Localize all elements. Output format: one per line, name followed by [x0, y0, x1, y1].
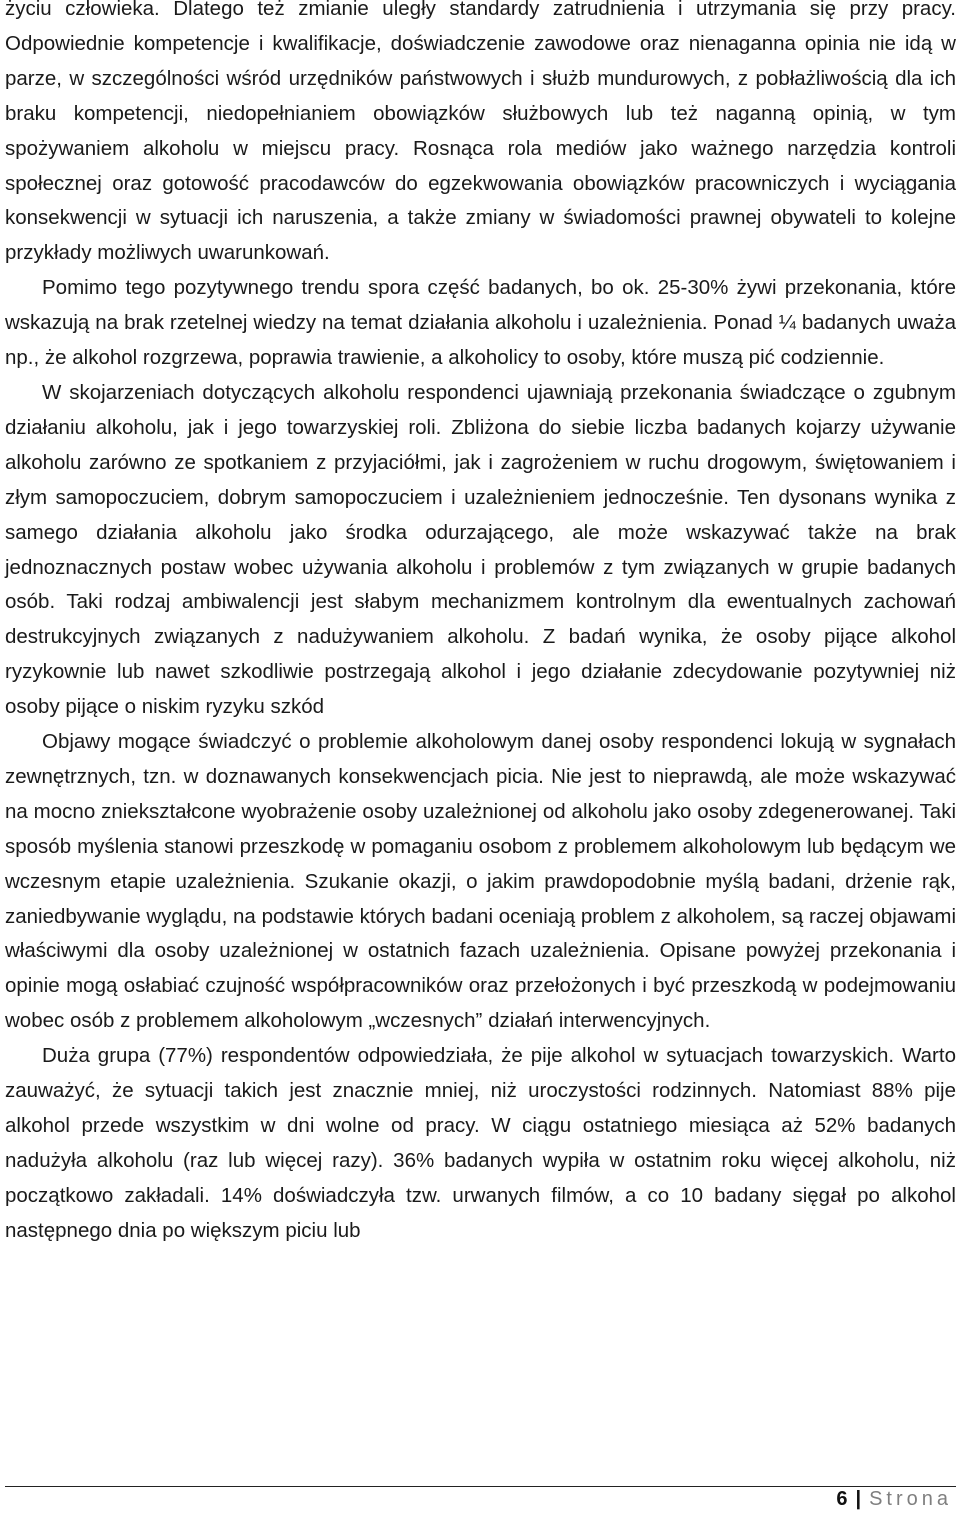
- paragraph: Pomimo tego pozytywnego trendu spora część badanych, bo ok. 25-30% żywi przekonania, które wskazują na brak rzetelnej wiedzy na temat działania alkoholu i uzależnienia. Ponad ¼ badanych uważa np., że alkohol rozgrzewa, poprawia trawienie, a alkoholicy to osoby, które muszą pić codziennie.: [5, 276, 956, 370]
- footer-divider: [5, 1486, 956, 1487]
- paragraph-continued: życiu człowieka. Dlatego też zmianie uległy standardy zatrudnienia i utrzymania się przy pracy. Odpowiednie kompetencje i kwalifikacje, doświadczenie zawodowe oraz nienaganna opinia nie idą w parze, w szczególności wśród urzędników państwowych i służb mundurowych, z pobłażliwością dla ich braku kompetencji, niedopełnianiem obowiązków służbowych lub też naganną opinią, w tym spożywaniem alkoholu w miejscu pracy. Rosnąca rola mediów jako ważnego narzędzia kontroli społecznej oraz gotowość pracodawców do egzekwowania obowiązków pracowniczych i wyciągania konsekwencji w sytuacji ich naruszenia, a także zmiany w świadomości prawnej obywateli to kolejne przykłady możliwych uwarunkowań.: [5, 0, 956, 265]
- paragraph: Duża grupa (77%) respondentów odpowiedziała, że pije alkohol w sytuacjach towarzyskich. Warto zauważyć, że sytuacji takich jest znacznie mniej, niż uroczystości rodzinnych. Natomiast 88% pije alkohol przede wszystkim w dni wolne od pracy. W ciągu ostatniego miesiąca aż 52% badanych nadużyła alkoholu (raz lub więcej razy). 36% badanych wypiła w ostatnim roku więcej alkoholu, niż początkowo zakładali. 14% doświadczyła tzw. urwanych filmów, a co 10 badany sięgał po alkohol następnego dnia po większym piciu lub: [5, 1044, 956, 1242]
- paragraph: Objawy mogące świadczyć o problemie alkoholowym danej osoby respondenci lokują w sygnałach zewnętrznych, tzn. w doznawanych konsekwencjach picia. Nie jest to nieprawdą, ale może wskazywać na mocno zniekształcone wyobrażenie osoby uzależnionej od alkoholu jako osoby zdegenerowanej. Taki sposób myślenia stanowi przeszkodę w pomaganiu osobom z problemem alkoholowym lub będącym we wczesnym etapie uzależnienia. Szukanie okazji, o jakim prawdopodobnie myślą badani, drżenie rąk, zaniedbywanie wyglądu, na podstawie których badani oceniają problem z alkoholem, są raczej objawami właściwymi dla osoby uzależnionej w ostatnich fazach uzależnienia. Opisane powyżej przekonania i opinie mogą osłabiać czujność współpracowników oraz przełożonych i być przeszkodą w podejmowaniu wobec osób z problemem alkoholowym „wczesnych” działań interwencyjnych.: [5, 730, 956, 1033]
- paragraph: W skojarzeniach dotyczących alkoholu respondenci ujawniają przekonania świadczące o zgubnym działaniu alkoholu, jak i jego towarzyskiej roli. Zbliżona do siebie liczba badanych kojarzy używanie alkoholu zarówno ze spotkaniem z przyjaciółmi, jak i zagrożeniem w ruchu drogowym, świętowaniem i złym samopoczuciem, dobrym samopoczuciem i uzależnieniem jednocześnie. Ten dysonans wynika z samego działania alkoholu jako środka odurzającego, ale może wskazywać także na brak jednoznacznych postaw wobec używania alkoholu i problemów z tym związanych w grupie badanych osób. Taki rodzaj ambiwalencji jest słabym mechanizmem kontrolnym dla ewentualnych zachowań destrukcyjnych związanych z nadużywaniem alkoholu. Z badań wynika, że osoby pijące alkohol ryzykownie lub nawet szkodliwie postrzegają alkohol i jego działanie zdecydowanie pozytywniej niż osoby pijące o niskim ryzyku szkód: [5, 380, 956, 719]
- page-number: 6: [836, 1488, 848, 1510]
- page-separator: |: [855, 1488, 862, 1510]
- body-text: [5, 0, 956, 1249]
- page-footer: [836, 1486, 952, 1512]
- page-word: Strona: [869, 1488, 952, 1510]
